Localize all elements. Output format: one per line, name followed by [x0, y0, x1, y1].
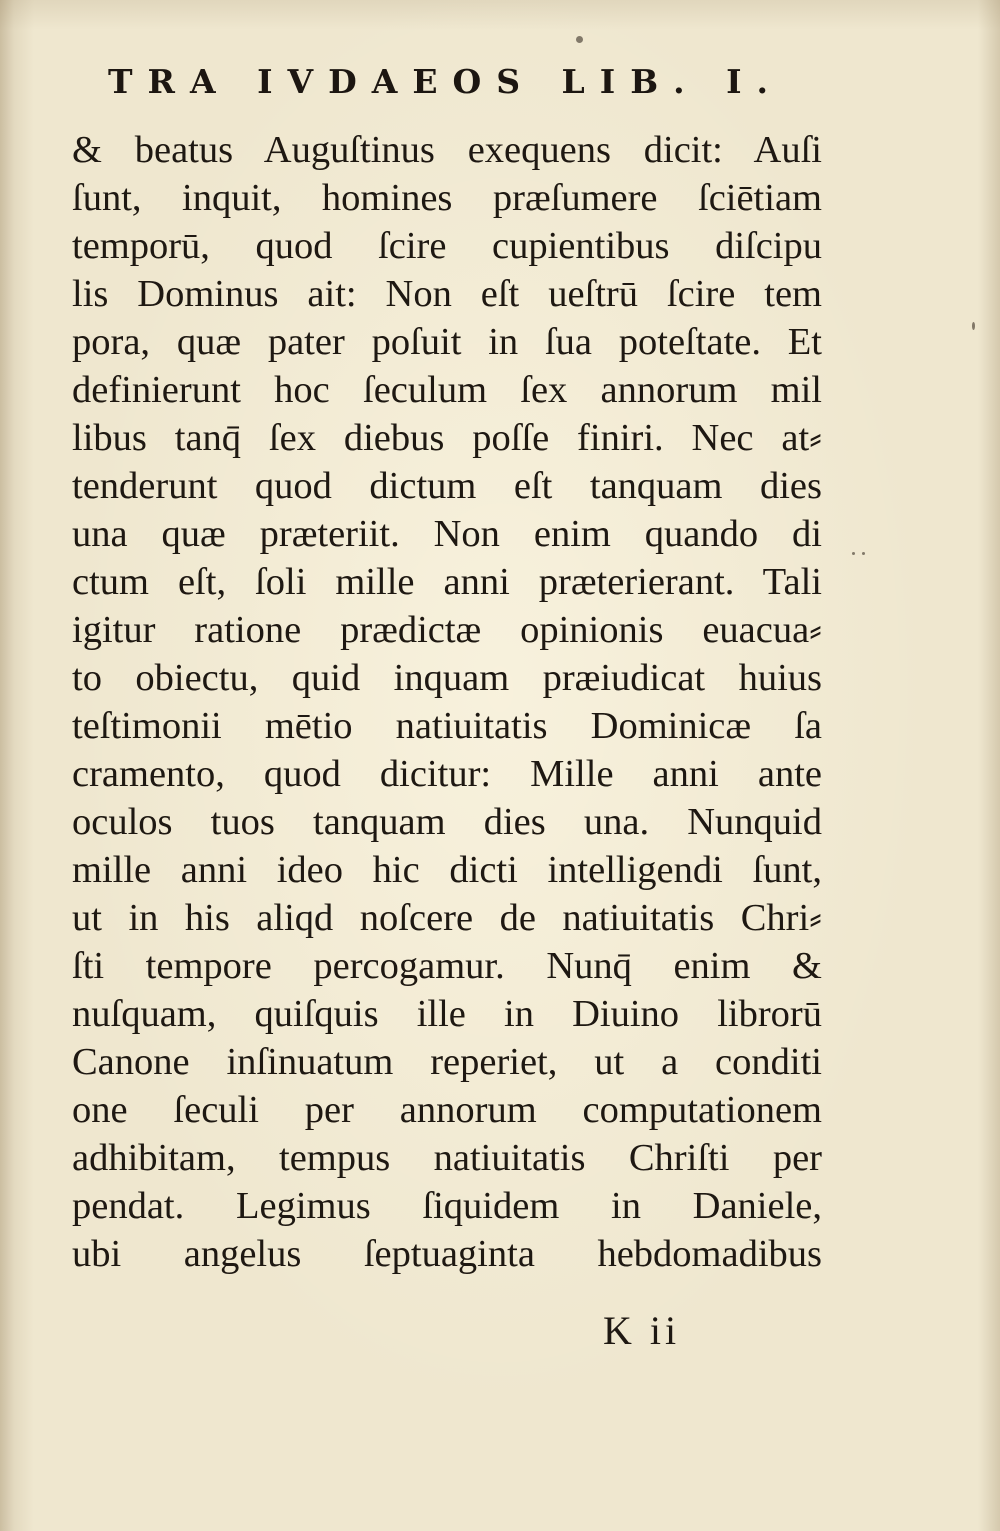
text-line: pora, quæ pater poſuit in ſua poteſtate. Et — [72, 321, 822, 363]
text-line: ſti tempore percogamur. Nunq̄ enim & — [72, 945, 822, 987]
text-line: cramento, quod dicitur: Mille anni ante — [72, 753, 822, 795]
text-line: ut in his aliqd noſcere de natiuitatis Chri⸗ — [72, 897, 822, 939]
signature-mark: K ii — [603, 1308, 681, 1353]
text-line: igitur ratione prædictæ opinionis euacua⸗ — [72, 609, 822, 651]
text-line: libus tanq̄ ſex diebus poſſe finiri. Nec at⸗ — [72, 417, 822, 459]
body-text — [72, 126, 822, 1278]
text-line: adhibitam, tempus natiuitatis Chriſti per — [72, 1137, 822, 1179]
ink-speck — [972, 322, 975, 330]
ink-speck — [862, 552, 865, 555]
text-line: ſunt, inquit, homines præſumere ſciētiam — [72, 177, 822, 219]
text-line: pendat. Legimus ſiquidem in Daniele, — [72, 1185, 822, 1227]
text-line: ubi angelus ſeptuaginta hebdomadibus — [72, 1233, 822, 1275]
text-line: una quæ præteriit. Non enim quando di — [72, 513, 822, 555]
running-head: TRA IVDAEOS LIB. I. — [108, 62, 783, 101]
text-line: ctum eſt, ſoli mille anni præterierant. Tali — [72, 561, 822, 603]
text-line: to obiectu, quid inquam præiudicat huius — [72, 657, 822, 699]
ink-speck — [852, 552, 855, 555]
text-line: definierunt hoc ſeculum ſex annorum mil — [72, 369, 822, 411]
text-line: temporū, quod ſcire cupientibus diſcipu — [72, 225, 822, 267]
text-line: lis Dominus ait: Non eſt ueſtrū ſcire tem — [72, 273, 822, 315]
text-line: one ſeculi per annorum computationem — [72, 1089, 822, 1131]
text-line: oculos tuos tanquam dies una. Nunquid — [72, 801, 822, 843]
ink-speck — [576, 36, 583, 43]
text-line: tenderunt quod dictum eſt tanquam dies — [72, 465, 822, 507]
text-line: Canone inſinuatum reperiet, ut a conditi — [72, 1041, 822, 1083]
text-line: mille anni ideo hic dicti intelligendi ſunt, — [72, 849, 822, 891]
text-line: nuſquam, quiſquis ille in Diuino librorū — [72, 993, 822, 1035]
text-line: teſtimonii mētio natiuitatis Dominicæ ſa — [72, 705, 822, 747]
text-line: & beatus Auguſtinus exequens dicit: Auſi — [72, 129, 822, 171]
